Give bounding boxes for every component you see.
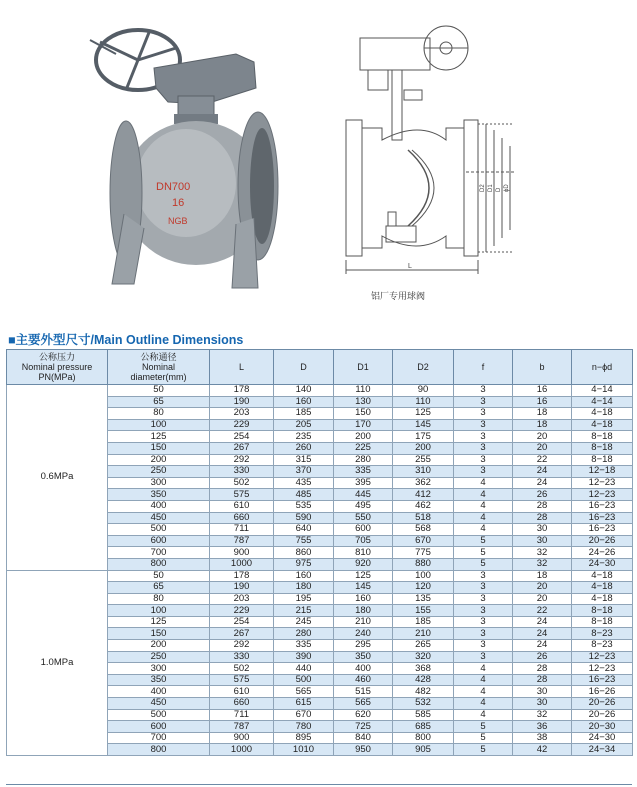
table-cell: 450 [108, 698, 210, 710]
table-cell: 3 [454, 593, 513, 605]
table-cell: 335 [274, 640, 334, 652]
table-cell: 200 [393, 442, 454, 454]
table-cell: 8−18 [572, 442, 633, 454]
table-cell: 254 [210, 431, 274, 443]
table-cell: 150 [108, 442, 210, 454]
table-cell: 3 [454, 651, 513, 663]
table-cell: 178 [210, 385, 274, 397]
table-cell: 8−18 [572, 616, 633, 628]
table-cell: 200 [108, 640, 210, 652]
header-f: f [454, 350, 513, 385]
header-d2: D2 [393, 350, 454, 385]
table-cell: 100 [393, 570, 454, 582]
table-cell: 4 [454, 674, 513, 686]
table-cell: 350 [334, 651, 393, 663]
table-cell: 20 [513, 431, 572, 443]
header-dn-cn: 公称通径 [140, 352, 177, 362]
table-cell: 22 [513, 605, 572, 617]
table-cell: 20−26 [572, 709, 633, 721]
table-cell: 150 [334, 408, 393, 420]
table-cell: 175 [393, 431, 454, 443]
table-cell: 585 [393, 709, 454, 721]
table-cell: 265 [393, 640, 454, 652]
table-cell: 700 [108, 547, 210, 559]
dimensions-table [6, 349, 633, 756]
table-bottom-rule [6, 784, 632, 785]
table-cell: 20−26 [572, 698, 633, 710]
table-cell: 502 [210, 663, 274, 675]
header-n-phi-d: n−ϕd [572, 350, 633, 385]
table-cell: 350 [108, 674, 210, 686]
table-cell: 4 [454, 524, 513, 536]
table-cell: 295 [334, 640, 393, 652]
table-cell: 4−18 [572, 570, 633, 582]
table-cell: 240 [334, 628, 393, 640]
table-cell: 800 [393, 732, 454, 744]
table-cell: 280 [334, 454, 393, 466]
table-cell: 615 [274, 698, 334, 710]
table-cell: 3 [454, 431, 513, 443]
table-cell: 18 [513, 408, 572, 420]
table-cell: 4 [454, 663, 513, 675]
table-cell: 330 [210, 651, 274, 663]
table-cell: 292 [210, 454, 274, 466]
table-cell: 5 [454, 732, 513, 744]
table-cell: 30 [513, 698, 572, 710]
table-cell: 5 [454, 721, 513, 733]
table-cell: 32 [513, 558, 572, 570]
header-l: L [210, 350, 274, 385]
table-cell: 4−18 [572, 408, 633, 420]
table-cell: 185 [274, 408, 334, 420]
table-cell: 24 [513, 466, 572, 478]
table-cell: 18 [513, 570, 572, 582]
table-cell: 203 [210, 593, 274, 605]
table-cell: 4 [454, 489, 513, 501]
table-cell: 267 [210, 628, 274, 640]
table-cell: 787 [210, 535, 274, 547]
table-cell: 80 [108, 408, 210, 420]
table-cell: 787 [210, 721, 274, 733]
table-cell: 26 [513, 489, 572, 501]
table-cell: 660 [210, 698, 274, 710]
table-cell: 1000 [210, 558, 274, 570]
table-cell: 20 [513, 582, 572, 594]
table-cell: 12−23 [572, 663, 633, 675]
table-cell: 130 [334, 396, 393, 408]
table-cell: 8−18 [572, 454, 633, 466]
table-cell: 225 [334, 442, 393, 454]
table-cell: 32 [513, 709, 572, 721]
table-cell: 495 [334, 500, 393, 512]
table-cell: 330 [210, 466, 274, 478]
table-cell: 24 [513, 477, 572, 489]
table-cell: 4 [454, 500, 513, 512]
header-b: b [513, 350, 572, 385]
table-cell: 755 [274, 535, 334, 547]
table-cell: 8−18 [572, 431, 633, 443]
table-cell: 229 [210, 419, 274, 431]
table-cell: 711 [210, 524, 274, 536]
table-cell: 550 [334, 512, 393, 524]
table-cell: 565 [274, 686, 334, 698]
table-cell: 36 [513, 721, 572, 733]
table-cell: 20 [513, 593, 572, 605]
table-cell: 711 [210, 709, 274, 721]
table-cell: 3 [454, 454, 513, 466]
table-cell: 395 [334, 477, 393, 489]
table-cell: 16 [513, 396, 572, 408]
table-cell: 320 [393, 651, 454, 663]
table-cell: 800 [108, 744, 210, 756]
table-cell: 335 [334, 466, 393, 478]
table-cell: 900 [210, 547, 274, 559]
table-cell: 22 [513, 454, 572, 466]
table-cell: 24 [513, 616, 572, 628]
table-cell: 900 [210, 732, 274, 744]
table-cell: 24−34 [572, 744, 633, 756]
table-cell: 895 [274, 732, 334, 744]
table-cell: 3 [454, 466, 513, 478]
table-cell: 30 [513, 524, 572, 536]
table-cell: 120 [393, 582, 454, 594]
table-cell: 462 [393, 500, 454, 512]
table-cell: 3 [454, 570, 513, 582]
table-cell: 205 [274, 419, 334, 431]
table-cell: 4 [454, 686, 513, 698]
table-cell: 3 [454, 616, 513, 628]
table-cell: 24−30 [572, 558, 633, 570]
table-cell: 260 [274, 442, 334, 454]
header-pn-en2: PN(MPa) [38, 372, 76, 382]
table-cell: 775 [393, 547, 454, 559]
table-cell: 532 [393, 698, 454, 710]
table-cell: 4 [454, 512, 513, 524]
table-cell: 80 [108, 593, 210, 605]
table-cell: 267 [210, 442, 274, 454]
table-cell: 50 [108, 570, 210, 582]
table-cell: 5 [454, 558, 513, 570]
table-cell: 50 [108, 385, 210, 397]
table-cell: 28 [513, 500, 572, 512]
table-cell: 110 [393, 396, 454, 408]
table-cell: 350 [108, 489, 210, 501]
table-cell: 250 [108, 466, 210, 478]
table-cell: 780 [274, 721, 334, 733]
table-cell: 610 [210, 500, 274, 512]
valve-section-drawing [338, 20, 520, 276]
table-cell: 125 [108, 616, 210, 628]
table-cell: 178 [210, 570, 274, 582]
table-cell: 20 [513, 442, 572, 454]
table-cell: 300 [108, 663, 210, 675]
valve-photo [86, 18, 282, 296]
table-cell: 8−23 [572, 628, 633, 640]
table-cell: 5 [454, 547, 513, 559]
table-cell: 4 [454, 698, 513, 710]
table-cell: 12−23 [572, 477, 633, 489]
header-d1: D1 [334, 350, 393, 385]
table-cell: 210 [393, 628, 454, 640]
table-cell: 155 [393, 605, 454, 617]
table-cell: 160 [274, 570, 334, 582]
table-cell: 400 [108, 686, 210, 698]
table-cell: 575 [210, 489, 274, 501]
table-cell: 3 [454, 419, 513, 431]
pressure-group-cell: 1.0MPa [7, 570, 108, 756]
table-cell: 160 [274, 396, 334, 408]
table-cell: 535 [274, 500, 334, 512]
table-cell: 28 [513, 663, 572, 675]
table-cell: 125 [334, 570, 393, 582]
table-cell: 575 [210, 674, 274, 686]
table-cell: 4−14 [572, 396, 633, 408]
table-cell: 482 [393, 686, 454, 698]
table-cell: 190 [210, 582, 274, 594]
table-cell: 700 [108, 732, 210, 744]
table-cell: 880 [393, 558, 454, 570]
table-cell: 400 [334, 663, 393, 675]
table-row [7, 570, 633, 582]
table-cell: 200 [108, 454, 210, 466]
table-cell: 670 [274, 709, 334, 721]
table-cell: 20−30 [572, 721, 633, 733]
drawing-label-l: L [408, 263, 412, 270]
table-cell: 3 [454, 408, 513, 420]
table-cell: 100 [108, 605, 210, 617]
table-cell: 500 [108, 524, 210, 536]
table-cell: 16−23 [572, 674, 633, 686]
table-cell: 16−23 [572, 500, 633, 512]
table-cell: 12−23 [572, 489, 633, 501]
table-cell: 24−26 [572, 547, 633, 559]
drawing-caption: 铝厂专用球阀 [371, 292, 426, 302]
table-cell: 568 [393, 524, 454, 536]
table-cell: 860 [274, 547, 334, 559]
table-cell: 5 [454, 744, 513, 756]
table-cell: 255 [393, 454, 454, 466]
drawing-label-d1: D1 [488, 184, 494, 192]
table-cell: 12−18 [572, 466, 633, 478]
table-cell: 3 [454, 442, 513, 454]
table-cell: 1000 [210, 744, 274, 756]
table-cell: 250 [108, 651, 210, 663]
table-cell: 110 [334, 385, 393, 397]
table-cell: 65 [108, 582, 210, 594]
table-cell: 4−18 [572, 419, 633, 431]
table-cell: 200 [334, 431, 393, 443]
table-cell: 42 [513, 744, 572, 756]
table-cell: 300 [108, 477, 210, 489]
table-cell: 3 [454, 605, 513, 617]
table-cell: 140 [274, 385, 334, 397]
table-cell: 229 [210, 605, 274, 617]
photo-marking-pn: 16 [172, 197, 185, 209]
table-cell: 670 [393, 535, 454, 547]
table-cell: 210 [334, 616, 393, 628]
table-cell: 3 [454, 396, 513, 408]
table-cell: 180 [334, 605, 393, 617]
table-cell: 150 [108, 628, 210, 640]
table-cell: 315 [274, 454, 334, 466]
table-cell: 4−14 [572, 385, 633, 397]
table-cell: 610 [210, 686, 274, 698]
table-cell: 160 [334, 593, 393, 605]
table-cell: 435 [274, 477, 334, 489]
table-cell: 450 [108, 512, 210, 524]
table-cell: 32 [513, 547, 572, 559]
table-cell: 975 [274, 558, 334, 570]
table-cell: 500 [108, 709, 210, 721]
table-cell: 810 [334, 547, 393, 559]
header-pn-cn: 公称压力 [38, 352, 75, 362]
header-dn-en1: Nominal [141, 362, 175, 372]
table-cell: 515 [334, 686, 393, 698]
table-cell: 500 [274, 674, 334, 686]
table-cell: 65 [108, 396, 210, 408]
table-cell: 502 [210, 477, 274, 489]
table-cell: 16−23 [572, 512, 633, 524]
table-cell: 640 [274, 524, 334, 536]
table-cell: 38 [513, 732, 572, 744]
table-cell: 3 [454, 582, 513, 594]
header-pn [7, 350, 108, 385]
photo-marking-material: NGB [168, 216, 188, 226]
table-cell: 4 [454, 477, 513, 489]
table-cell: 245 [274, 616, 334, 628]
table-cell: 145 [393, 419, 454, 431]
table-cell: 8−23 [572, 640, 633, 652]
table-cell: 368 [393, 663, 454, 675]
table-cell: 5 [454, 535, 513, 547]
drawing-label-d2: D2 [480, 184, 486, 192]
table-cell: 16 [513, 385, 572, 397]
table-cell: 800 [108, 558, 210, 570]
table-cell: 16−26 [572, 686, 633, 698]
table-cell: 18 [513, 419, 572, 431]
table-cell: 24−30 [572, 732, 633, 744]
table-cell: 185 [393, 616, 454, 628]
table-cell: 950 [334, 744, 393, 756]
table-cell: 16−23 [572, 524, 633, 536]
table-cell: 705 [334, 535, 393, 547]
table-cell: 445 [334, 489, 393, 501]
pressure-group-cell: 0.6MPa [7, 385, 108, 571]
drawing-label-phi-d: ϕD [504, 184, 510, 192]
table-cell: 8−18 [572, 605, 633, 617]
table-cell: 215 [274, 605, 334, 617]
table-cell: 280 [274, 628, 334, 640]
table-cell: 920 [334, 558, 393, 570]
header-d: D [274, 350, 334, 385]
table-cell: 30 [513, 686, 572, 698]
table-cell: 90 [393, 385, 454, 397]
table-cell: 28 [513, 674, 572, 686]
table-cell: 170 [334, 419, 393, 431]
table-cell: 20−26 [572, 535, 633, 547]
table-cell: 1010 [274, 744, 334, 756]
table-cell: 310 [393, 466, 454, 478]
photo-marking-dn: DN700 [156, 181, 191, 193]
table-cell: 3 [454, 640, 513, 652]
table-cell: 292 [210, 640, 274, 652]
table-cell: 254 [210, 616, 274, 628]
table-cell: 4−18 [572, 593, 633, 605]
table-cell: 565 [334, 698, 393, 710]
table-row [7, 385, 633, 397]
header-pn-en1: Nominal pressure [21, 362, 93, 372]
table-body [7, 385, 633, 756]
table-cell: 190 [210, 396, 274, 408]
table-cell: 135 [393, 593, 454, 605]
header-dn [108, 350, 210, 385]
table-cell: 485 [274, 489, 334, 501]
table-cell: 685 [393, 721, 454, 733]
table-cell: 125 [393, 408, 454, 420]
table-cell: 600 [108, 535, 210, 547]
table-header-row [7, 350, 633, 385]
table-cell: 24 [513, 640, 572, 652]
table-cell: 840 [334, 732, 393, 744]
table-cell: 26 [513, 651, 572, 663]
table-cell: 180 [274, 582, 334, 594]
table-cell: 600 [334, 524, 393, 536]
table-cell: 4−18 [572, 582, 633, 594]
table-cell: 440 [274, 663, 334, 675]
table-cell: 725 [334, 721, 393, 733]
table-cell: 362 [393, 477, 454, 489]
table-cell: 3 [454, 628, 513, 640]
header-dn-en2: diameter(mm) [130, 372, 187, 382]
table-cell: 460 [334, 674, 393, 686]
table-cell: 412 [393, 489, 454, 501]
table-cell: 24 [513, 628, 572, 640]
table-cell: 203 [210, 408, 274, 420]
table-cell: 145 [334, 582, 393, 594]
table-cell: 30 [513, 535, 572, 547]
table-cell: 428 [393, 674, 454, 686]
table-cell: 905 [393, 744, 454, 756]
table-cell: 28 [513, 512, 572, 524]
table-cell: 600 [108, 721, 210, 733]
table-cell: 195 [274, 593, 334, 605]
table-cell: 12−23 [572, 651, 633, 663]
table-cell: 3 [454, 385, 513, 397]
table-cell: 660 [210, 512, 274, 524]
table-cell: 390 [274, 651, 334, 663]
section-title: ■主要外型尺寸/Main Outline Dimensions [8, 333, 244, 347]
table-cell: 590 [274, 512, 334, 524]
table-cell: 370 [274, 466, 334, 478]
table-cell: 4 [454, 709, 513, 721]
table-cell: 235 [274, 431, 334, 443]
table-cell: 620 [334, 709, 393, 721]
table-cell: 125 [108, 431, 210, 443]
table-cell: 518 [393, 512, 454, 524]
table-cell: 400 [108, 500, 210, 512]
drawing-label-d: D [496, 187, 502, 192]
table-cell: 100 [108, 419, 210, 431]
